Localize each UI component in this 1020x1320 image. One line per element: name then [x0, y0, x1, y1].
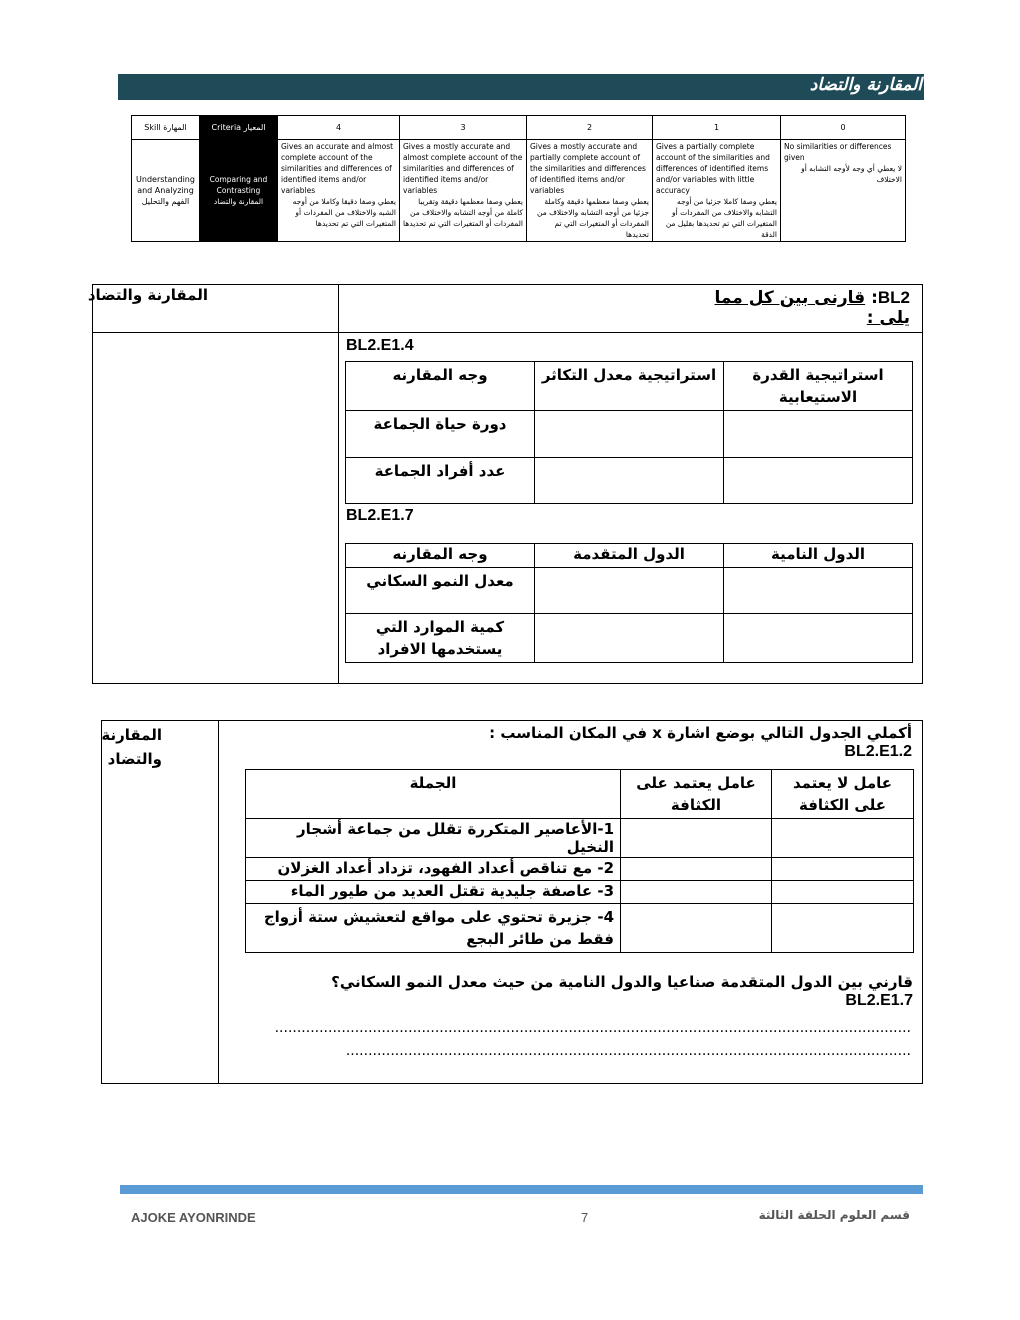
comparison-table-1 [345, 361, 913, 504]
rubric-desc-2 [527, 140, 653, 242]
table1-code: BL2.E1.4 [346, 337, 414, 354]
rubric-desc-2-en: Gives a mostly accurate and partially complete account of the similarities and differences of identified items and/or variables [530, 142, 646, 195]
density-row-sentence: 4- جزيرة تحتوي على مواقع لتعشيش ستة أزواج فقط من طائر البجع [246, 904, 621, 953]
footer-bar [120, 1185, 923, 1194]
table1-header-aspect: وجه المقارنه [346, 362, 535, 411]
density-check-cell[interactable] [772, 858, 914, 881]
table2-header-aspect: وجه المقارنه [346, 544, 535, 568]
section1-side-label: المقارنة والتضاد [87, 286, 208, 304]
table2-header-developed: الدول المتقدمة [535, 544, 724, 568]
table1-row-label: عدد أفراد الجماعة [346, 458, 535, 504]
comparison-table-2 [345, 543, 913, 663]
rubric-level-2: 2 [527, 116, 653, 140]
rubric-skill-header: Skill المهارة [132, 116, 200, 140]
rubric-desc-3-en: Gives a mostly accurate and almost complete account of the similarities and differences of identified items and/or variables [403, 142, 523, 195]
table2-header-developing: الدول النامية [724, 544, 913, 568]
footer-author: AJOKE AYONRINDE [131, 1210, 256, 1225]
rubric-desc-1-ar: يعطي وصفا كاملا جزئيا من أوجه التشابه والاختلاف من المفردات أو المتغيرات التي تم تحديدها بقليل من الدقة [665, 197, 777, 239]
section1-question-text: قارنى بين كل مما يلى : [714, 288, 910, 328]
table2-cell[interactable] [724, 614, 913, 663]
rubric-desc-0-ar: لا يعطي أي وجه لأوجه التشابه أو الاختلاف [801, 164, 902, 184]
table1-cell[interactable] [724, 458, 913, 504]
rubric-criteria-header: Criteria المعيار [200, 116, 278, 140]
rubric-desc-2-ar: يعطي وصفا معظمها دقيقة وكاملة جزئيا من أوجه التشابه والاختلاف من المفردات أو المتغيرات التي تم تحديدها [537, 197, 649, 239]
table2-cell[interactable] [724, 568, 913, 614]
rubric-skill-name-ar: الفهم والتحليل [141, 197, 190, 206]
rubric-desc-0-en: No similarities or differences given [784, 142, 892, 162]
density-check-cell[interactable] [772, 904, 914, 953]
header-title: المقارنة والتضاد [809, 75, 922, 95]
section2-question-text: قارني بين الدول المتقدمة صناعيا والدول النامية من حيث معدل النمو السكاني؟ [331, 973, 913, 991]
section2-question-code: BL2.E1.7 [845, 992, 913, 1009]
rubric-level-4: 4 [278, 116, 400, 140]
table1-header-rate: استراتيجية معدل التكاثر [535, 362, 724, 411]
rubric-criteria-cell [200, 140, 278, 242]
rubric-desc-1-en: Gives a partially complete account of the similarities and differences of identified items and/or variables with little accuracy [656, 142, 770, 195]
density-check-cell[interactable] [621, 881, 772, 904]
density-check-cell[interactable] [772, 881, 914, 904]
table1-cell[interactable] [535, 458, 724, 504]
rubric-desc-4 [278, 140, 400, 242]
density-header-sentence: الجملة [246, 770, 621, 819]
density-header-independent: عامل لا يعتمد على الكثافة [772, 770, 914, 819]
answer-line-2[interactable]: ............................................................................................................................... [345, 1043, 911, 1059]
density-header-dependent: عامل يعتمد على الكثافة [621, 770, 772, 819]
footer-page-number: 7 [581, 1210, 589, 1225]
rubric-level-3: 3 [400, 116, 527, 140]
rubric-skill-name: Understanding and Analyzing [136, 175, 195, 195]
table1-cell[interactable] [535, 411, 724, 458]
section2-instruction-code: BL2.E1.2 [844, 743, 912, 760]
rubric-desc-0 [781, 140, 906, 242]
table2-row-label: كمية الموارد التي يستخدمها الافراد [346, 614, 535, 663]
density-row-sentence: 3- عاصفة جليدية تقتل العديد من طيور الماء [246, 881, 621, 904]
table2-cell[interactable] [535, 568, 724, 614]
rubric-desc-3 [400, 140, 527, 242]
section2-instruction [440, 724, 912, 761]
rubric-level-1: 1 [653, 116, 781, 140]
density-check-cell[interactable] [621, 904, 772, 953]
rubric-skill-cell [132, 140, 200, 242]
rubric-criteria-name: Comparing and Contrasting [209, 175, 268, 195]
rubric-desc-3-ar: يعطي وصفا معظمها دقيقة وتقريبا كاملة من أوجه التشابه والاختلاف من المفردات أو المتغيرات التي تم تحديدها [403, 197, 523, 228]
table1-header-capacity: استراتيجية القدرة الاستيعابية [724, 362, 913, 411]
section2-divider [218, 720, 219, 1084]
rubric-desc-1 [653, 140, 781, 242]
density-check-cell[interactable] [621, 858, 772, 881]
section2-question [300, 973, 913, 1010]
header-bar [118, 74, 924, 100]
section1-question: BL2: قارنى بين كل مما يلى : [714, 288, 910, 328]
density-row-sentence: 1-الأعاصير المتكررة تقلل من جماعة أشجار النخيل [246, 819, 621, 858]
rubric-desc-4-en: Gives an accurate and almost complete account of the similarities and differences of identified items and/or variables [281, 142, 394, 195]
section2-side-label: المقارنة والتضاد [101, 726, 162, 768]
table1-row-label: دورة حياة الجماعة [346, 411, 535, 458]
section1-question-code: BL2 [877, 288, 910, 307]
rubric-desc-4-ar: يعطي وصفا دقيقا وكاملا من أوجه الشبه والاختلاف من المفردات أو المتغيرات التي تم تحديدها [292, 197, 396, 228]
rubric-table [131, 115, 906, 242]
rubric-level-0: 0 [781, 116, 906, 140]
table2-row-label: معدل النمو السكاني [346, 568, 535, 614]
footer-department: قسم العلوم الحلقة الثالثة [758, 1208, 910, 1222]
answer-line-1[interactable]: ............................................................................................................................................... [274, 1020, 911, 1036]
table1-cell[interactable] [724, 411, 913, 458]
density-check-cell[interactable] [621, 819, 772, 858]
density-factors-table [245, 769, 914, 953]
rubric-criteria-name-ar: المقارنة والتضاد [213, 197, 264, 206]
density-row-sentence: 2- مع تناقص أعداد الفهود، تزداد أعداد الغزلان [246, 858, 621, 881]
table2-code: BL2.E1.7 [346, 507, 414, 524]
table2-cell[interactable] [535, 614, 724, 663]
section1-header-line [92, 332, 923, 333]
density-check-cell[interactable] [772, 819, 914, 858]
section1-divider [338, 284, 339, 684]
section2-instruction-text: أكملي الجدول التالي بوضع اشارة x في المكان المناسب : [489, 724, 912, 742]
